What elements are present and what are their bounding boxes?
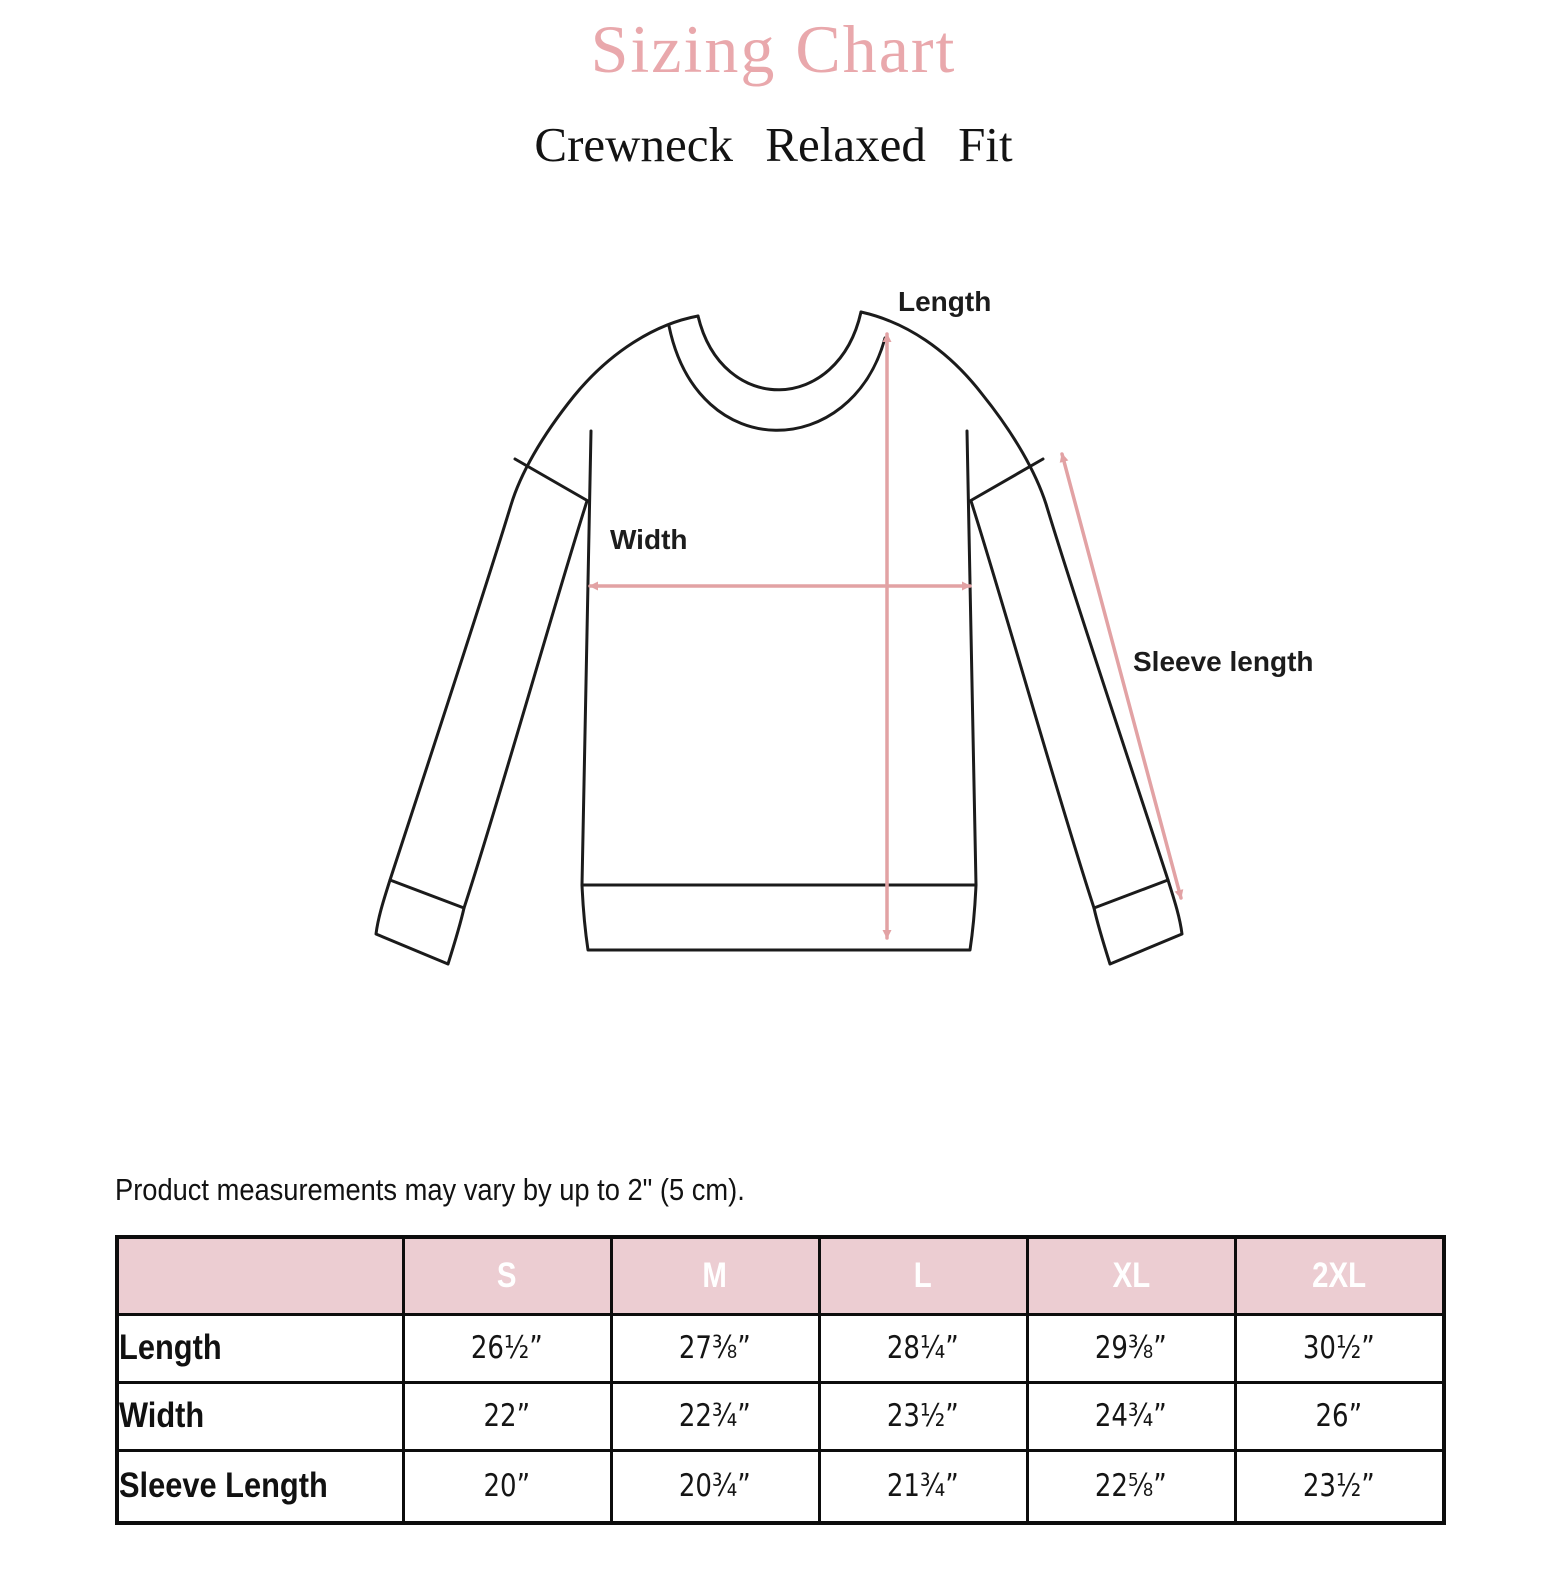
row-label-width: Width <box>117 1382 403 1450</box>
width-measure-label: Width <box>610 524 688 555</box>
table-row-width <box>117 1382 1444 1450</box>
value-cell: 26” <box>1235 1382 1444 1450</box>
sleeve-length-measure-label: Sleeve length <box>1133 646 1314 677</box>
left-cuff <box>376 880 464 964</box>
measurement-tolerance-note <box>115 1172 831 1208</box>
value-cell: 23½” <box>1235 1450 1444 1523</box>
row-label-length: Length <box>117 1314 403 1382</box>
table-row-length <box>117 1314 1444 1382</box>
value-cell: 22” <box>403 1382 611 1450</box>
value-cell: 22⅝” <box>1027 1450 1235 1523</box>
size-header-m: M <box>611 1237 819 1314</box>
right-cuff <box>1094 880 1182 964</box>
right-sleeve-inner <box>971 501 1094 908</box>
crewneck-outline-svg <box>360 258 1220 978</box>
hem-band <box>582 885 976 950</box>
value-cell: 24¾” <box>1027 1382 1235 1450</box>
left-sleeve-inner <box>464 501 587 908</box>
size-header-s: S <box>403 1237 611 1314</box>
size-header-l: L <box>819 1237 1027 1314</box>
value-cell: 22¾” <box>611 1382 819 1450</box>
right-sleeve-outer <box>861 312 1168 880</box>
note-text: Product measurements may vary by up to 2" (5 cm). <box>115 1172 745 1207</box>
collar-opening <box>698 312 861 390</box>
left-armpit-seam <box>515 459 588 501</box>
left-sleeve-outer <box>390 316 698 880</box>
value-cell: 27⅜” <box>611 1314 819 1382</box>
value-cell: 30½” <box>1235 1314 1444 1382</box>
collar-band <box>669 326 885 430</box>
value-cell: 28¼” <box>819 1314 1027 1382</box>
value-cell: 29⅜” <box>1027 1314 1235 1382</box>
corner-header-cell <box>117 1237 403 1314</box>
value-cell: 23½” <box>819 1382 1027 1450</box>
page-subtitle: Crewneck Relaxed Fit <box>534 117 1013 172</box>
sizing-table <box>115 1235 1446 1525</box>
value-cell: 20” <box>403 1450 611 1523</box>
table-row-sleeve-length <box>117 1450 1444 1523</box>
crewneck-diagram <box>360 258 1220 978</box>
value-cell: 26½” <box>403 1314 611 1382</box>
size-header-row <box>117 1237 1444 1314</box>
value-cell: 21¾” <box>819 1450 1027 1523</box>
size-header-2xl: 2XL <box>1235 1237 1444 1314</box>
size-header-xl: XL <box>1027 1237 1235 1314</box>
row-label-sleeve-length: Sleeve Length <box>117 1450 403 1523</box>
length-measure-label: Length <box>898 286 992 317</box>
value-cell: 20¾” <box>611 1450 819 1523</box>
right-armpit-seam <box>970 459 1043 501</box>
page-title: Sizing Chart <box>590 11 957 87</box>
